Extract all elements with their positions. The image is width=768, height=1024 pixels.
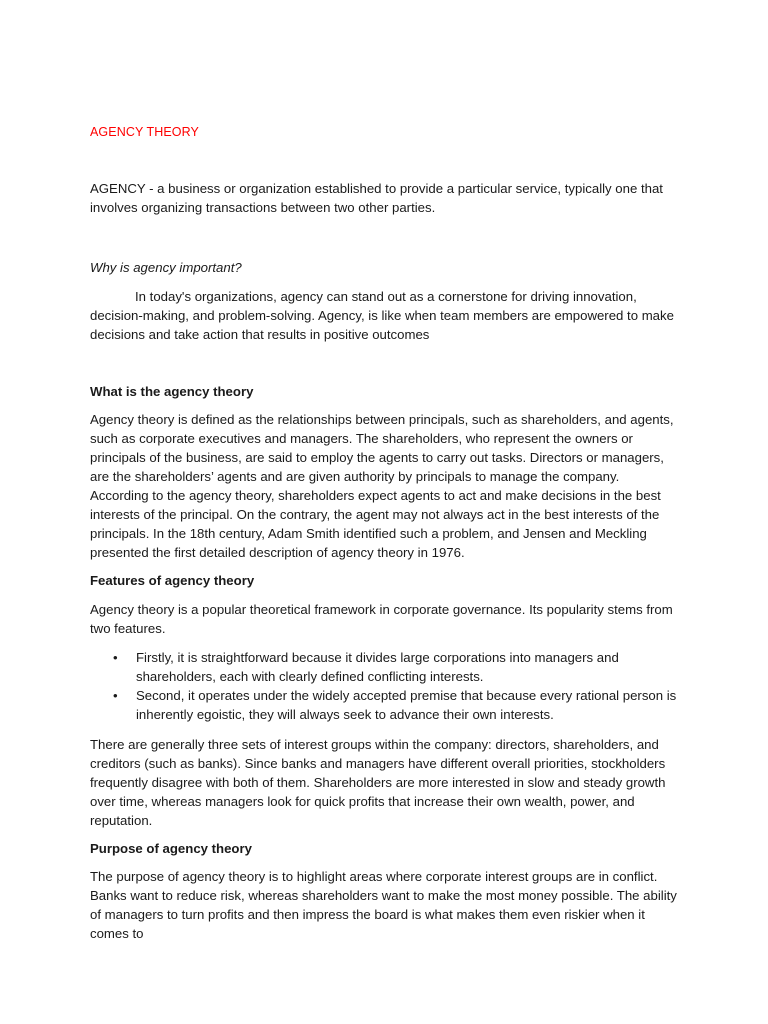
document-title: AGENCY THEORY xyxy=(90,125,199,139)
why-heading: Why is agency important? xyxy=(90,260,242,275)
list-item xyxy=(90,686,680,724)
section-body-what-is: Agency theory is defined as the relationships between principals, such as shareholders, and agents, such as corporate executives and managers. The shareholders, who represent the owners or principals of the business, are said to employ the agents to carry out tasks. Directors or managers, are the shareholders’ agents and are given authority by principals to manage the company. According to the agency theory, shareholders expect agents to act and make decisions in the best interests of the principal. On the contrary, the agent may not always act in the best interests of the principals. In the 18th century, Adam Smith identified such a problem, and Jensen and Meckling presented the first detailed description of agency theory in 1976. xyxy=(90,412,674,560)
agency-definition: AGENCY - a business or organization established to provide a particular service, typically one that involves organizing transactions between two other parties. xyxy=(90,181,663,215)
features-intro: Agency theory is a popular theoretical framework in corporate governance. Its popularity stems from two features. xyxy=(90,602,673,636)
section-body-features: There are generally three sets of interest groups within the company: directors, shareholders, and creditors (such as banks). Since banks and managers have different overall priorities, stockholders frequently disagree with both of them. Shareholders are more interested in slow and steady growth over time, whereas managers look for quick profits that increase their own wealth, power, and reputation. xyxy=(90,737,666,828)
list-item-text: Second, it operates under the widely accepted premise that because every rational person is inherently egoistic, they will always seek to advance their own interests. xyxy=(136,688,677,722)
list-item-text: Firstly, it is straightforward because it divides large corporations into managers and shareholders, each with clearly defined conflicting interests. xyxy=(136,650,619,684)
features-bullet-list xyxy=(90,648,680,724)
section-body-purpose: The purpose of agency theory is to highlight areas where corporate interest groups are in conflict. Banks want to reduce risk, whereas shareholders want to make the most money possible. The ability of managers to turn profits and then impress the board is what makes them even riskier when it comes to xyxy=(90,869,677,941)
why-paragraph: In today's organizations, agency can stand out as a cornerstone for driving innovation, decision-making, and problem-solving. Agency, is like when team members are empowered to make decisions and take action that results in positive outcomes xyxy=(90,289,674,342)
bullet-icon: • xyxy=(113,688,118,703)
section-heading-purpose: Purpose of agency theory xyxy=(90,841,252,856)
section-heading-what-is: What is the agency theory xyxy=(90,384,254,399)
section-heading-features: Features of agency theory xyxy=(90,573,255,588)
list-item xyxy=(90,648,680,686)
bullet-icon: • xyxy=(113,650,118,665)
